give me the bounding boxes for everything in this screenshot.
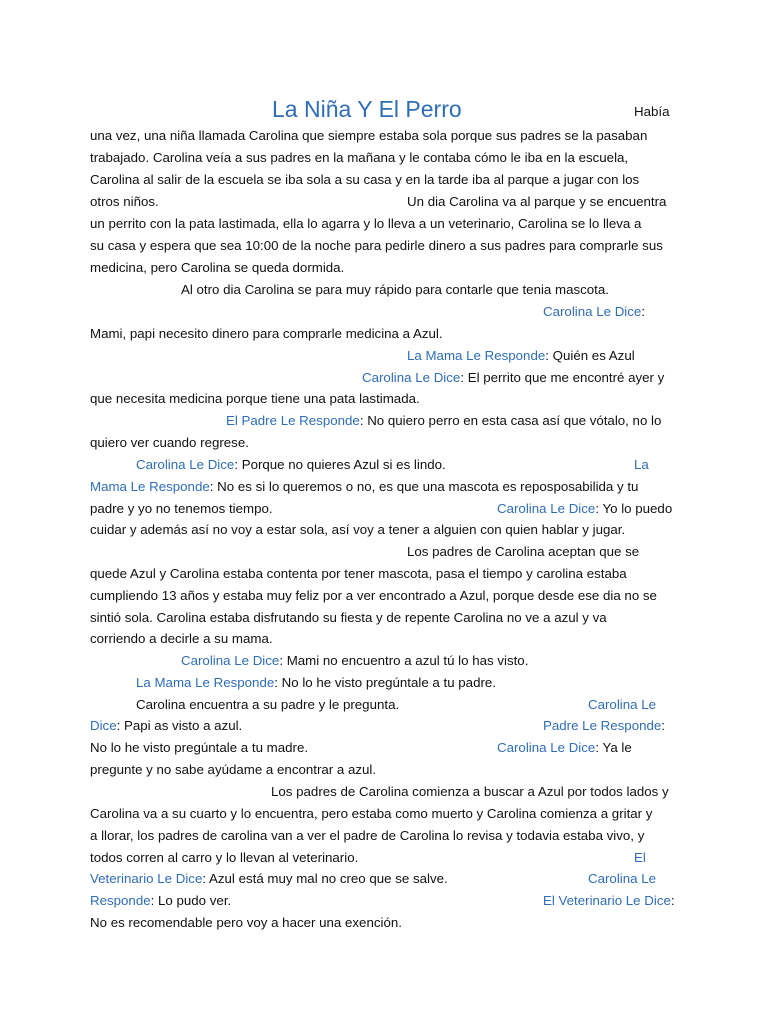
speaker-label: Carolina Le Dice bbox=[181, 653, 280, 668]
text-line bbox=[226, 412, 661, 430]
text-line bbox=[497, 500, 672, 518]
text-line bbox=[90, 849, 358, 867]
text-segment: : Porque no quieres Azul si es lindo. bbox=[234, 457, 446, 472]
text-line bbox=[90, 609, 607, 627]
text-segment: cumpliendo 13 años y estaba muy feliz por a ver encontrado a Azul, porque desde ese dia no se bbox=[90, 588, 657, 603]
text-line bbox=[90, 565, 627, 583]
text-line bbox=[90, 870, 448, 888]
text-segment: : bbox=[661, 718, 665, 733]
text-segment: : Lo pudo ver. bbox=[150, 893, 232, 908]
text-segment: Al otro dia Carolina se para muy rápido para contarle que tenia mascota. bbox=[181, 282, 609, 297]
text-segment: a llorar, los padres de carolina van a ver el padre de Carolina lo revisa y todavia estaba vivo, y bbox=[90, 828, 645, 843]
text-line bbox=[634, 456, 649, 474]
text-segment: : Ya le bbox=[595, 740, 632, 755]
text-segment: : No es si lo queremos o no, es que una mascota es reposposabilida y tu bbox=[209, 479, 639, 494]
text-segment: Carolina encuentra a su padre y le pregunta. bbox=[136, 697, 400, 712]
text-line bbox=[136, 456, 446, 474]
text-segment: que necesita medicina porque tiene una pata lastimada. bbox=[90, 391, 420, 406]
speaker-label: El Padre Le Responde bbox=[226, 413, 360, 428]
document-title: La Niña Y El Perro bbox=[272, 96, 462, 122]
text-segment: : El perrito que me encontré ayer y bbox=[460, 370, 665, 385]
text-segment: una vez, una niña llamada Carolina que siempre estaba sola porque sus padres se la pasaban bbox=[90, 128, 648, 143]
text-segment: quiero ver cuando regrese. bbox=[90, 435, 249, 450]
text-line bbox=[543, 892, 675, 910]
text-line bbox=[90, 390, 420, 408]
text-line bbox=[634, 103, 669, 121]
text-line bbox=[588, 870, 656, 888]
text-segment: sintió sola. Carolina estaba disfrutando su fiesta y de repente Carolina no ve a azul y va bbox=[90, 610, 607, 625]
text-line bbox=[407, 543, 639, 561]
speaker-label: Dice bbox=[90, 718, 117, 733]
text-segment: : bbox=[670, 893, 675, 908]
text-line bbox=[634, 849, 646, 867]
text-line bbox=[90, 500, 273, 518]
speaker-label: La Mama Le Responde bbox=[136, 675, 275, 690]
text-line bbox=[90, 827, 644, 845]
text-line bbox=[90, 259, 344, 277]
text-line bbox=[136, 674, 496, 692]
text-line bbox=[90, 739, 308, 757]
text-line bbox=[90, 127, 647, 145]
text-segment: No es recomendable pero voy a hacer una exención. bbox=[90, 915, 402, 930]
speaker-label: Carolina Le bbox=[588, 871, 657, 886]
text-line bbox=[181, 281, 609, 299]
text-line bbox=[90, 892, 231, 910]
text-segment: corriendo a decirle a su mama. bbox=[90, 631, 273, 646]
text-line bbox=[90, 434, 249, 452]
text-segment: quede Azul y Carolina estaba contenta por tener mascota, pasa el tiempo y carolina estaba bbox=[90, 566, 627, 581]
speaker-label: Mama Le Responde bbox=[90, 479, 210, 494]
speaker-label: Carolina Le Dice bbox=[497, 501, 596, 516]
speaker-label: Carolina Le bbox=[588, 697, 657, 712]
text-segment: Carolina va a su cuarto y lo encuentra, pero estaba como muerto y Carolina comienza a gritar y bbox=[90, 806, 653, 821]
text-line bbox=[90, 761, 376, 779]
text-line bbox=[90, 717, 242, 735]
text-segment: : Papi as visto a azul. bbox=[116, 718, 243, 733]
text-segment: : No quiero perro en esta casa así que vótalo, no lo bbox=[359, 413, 662, 428]
text-line bbox=[543, 303, 645, 321]
text-segment: Los padres de Carolina comienza a buscar a Azul por todos lados y bbox=[271, 784, 669, 799]
text-line bbox=[362, 369, 664, 387]
text-line bbox=[90, 587, 657, 605]
text-line bbox=[90, 521, 625, 539]
speaker-label: Carolina Le Dice bbox=[497, 740, 596, 755]
text-line bbox=[271, 783, 669, 801]
text-segment: padre y yo no tenemos tiempo. bbox=[90, 501, 273, 516]
speaker-label: Veterinario Le Dice bbox=[90, 871, 203, 886]
text-line bbox=[90, 215, 641, 233]
text-line bbox=[136, 696, 399, 714]
text-segment: otros niños. bbox=[90, 194, 159, 209]
speaker-label: Carolina Le Dice bbox=[362, 370, 461, 385]
speaker-label: Carolina Le Dice bbox=[543, 304, 642, 319]
text-segment: Carolina al salir de la escuela se iba sola a su casa y en la tarde iba al parque a jugar con los bbox=[90, 172, 640, 187]
text-segment: : bbox=[641, 304, 646, 319]
text-segment: un perrito con la pata lastimada, ella lo agarra y lo lleva a un veterinario, Carolina se lo lleva a bbox=[90, 216, 642, 231]
text-segment: trabajado. Carolina veía a sus padres en la mañana y le contaba cómo le iba en la escuela, bbox=[90, 150, 629, 165]
text-line bbox=[90, 914, 402, 932]
text-segment: No lo he visto pregúntale a tu madre. bbox=[90, 740, 309, 755]
text-line bbox=[90, 193, 159, 211]
text-segment: : No lo he visto pregúntale a tu padre. bbox=[274, 675, 496, 690]
text-line bbox=[497, 739, 632, 757]
text-line bbox=[407, 347, 635, 365]
text-line bbox=[543, 717, 665, 735]
text-segment: Había bbox=[634, 104, 670, 119]
text-segment: cuidar y además así no voy a estar sola, así voy a tener a alguien con quien hablar y jugar. bbox=[90, 522, 626, 537]
text-line bbox=[90, 237, 663, 255]
text-segment: todos corren al carro y lo llevan al veterinario. bbox=[90, 850, 359, 865]
text-segment: Mami, papi necesito dinero para comprarle medicina a Azul. bbox=[90, 326, 443, 341]
text-segment: medicina, pero Carolina se queda dormida. bbox=[90, 260, 345, 275]
speaker-label: Padre Le Responde bbox=[543, 718, 662, 733]
text-line bbox=[90, 805, 652, 823]
text-segment: : Quién es Azul bbox=[545, 348, 635, 363]
speaker-label: Carolina Le Dice bbox=[136, 457, 235, 472]
text-segment: : Yo lo puedo bbox=[595, 501, 673, 516]
text-line bbox=[90, 478, 638, 496]
speaker-label: Responde bbox=[90, 893, 151, 908]
speaker-label: El Veterinario Le Dice bbox=[543, 893, 671, 908]
speaker-label: La Mama Le Responde bbox=[407, 348, 546, 363]
text-line bbox=[181, 652, 528, 670]
text-line bbox=[588, 696, 656, 714]
speaker-label: La bbox=[634, 457, 649, 472]
text-segment: Los padres de Carolina aceptan que se bbox=[407, 544, 640, 559]
text-line bbox=[407, 193, 666, 211]
text-segment: : Mami no encuentro a azul tú lo has visto. bbox=[279, 653, 529, 668]
text-segment: Un dia Carolina va al parque y se encuentra bbox=[407, 194, 667, 209]
text-line bbox=[90, 149, 628, 167]
text-segment: : Azul está muy mal no creo que se salve. bbox=[202, 871, 448, 886]
text-line bbox=[90, 630, 273, 648]
text-segment: pregunte y no sabe ayúdame a encontrar a azul. bbox=[90, 762, 377, 777]
text-segment: su casa y espera que sea 10:00 de la noche para pedirle dinero a sus padres para comprarle sus bbox=[90, 238, 663, 253]
text-line bbox=[90, 171, 639, 189]
speaker-label: El bbox=[634, 850, 646, 865]
text-line bbox=[90, 325, 443, 343]
